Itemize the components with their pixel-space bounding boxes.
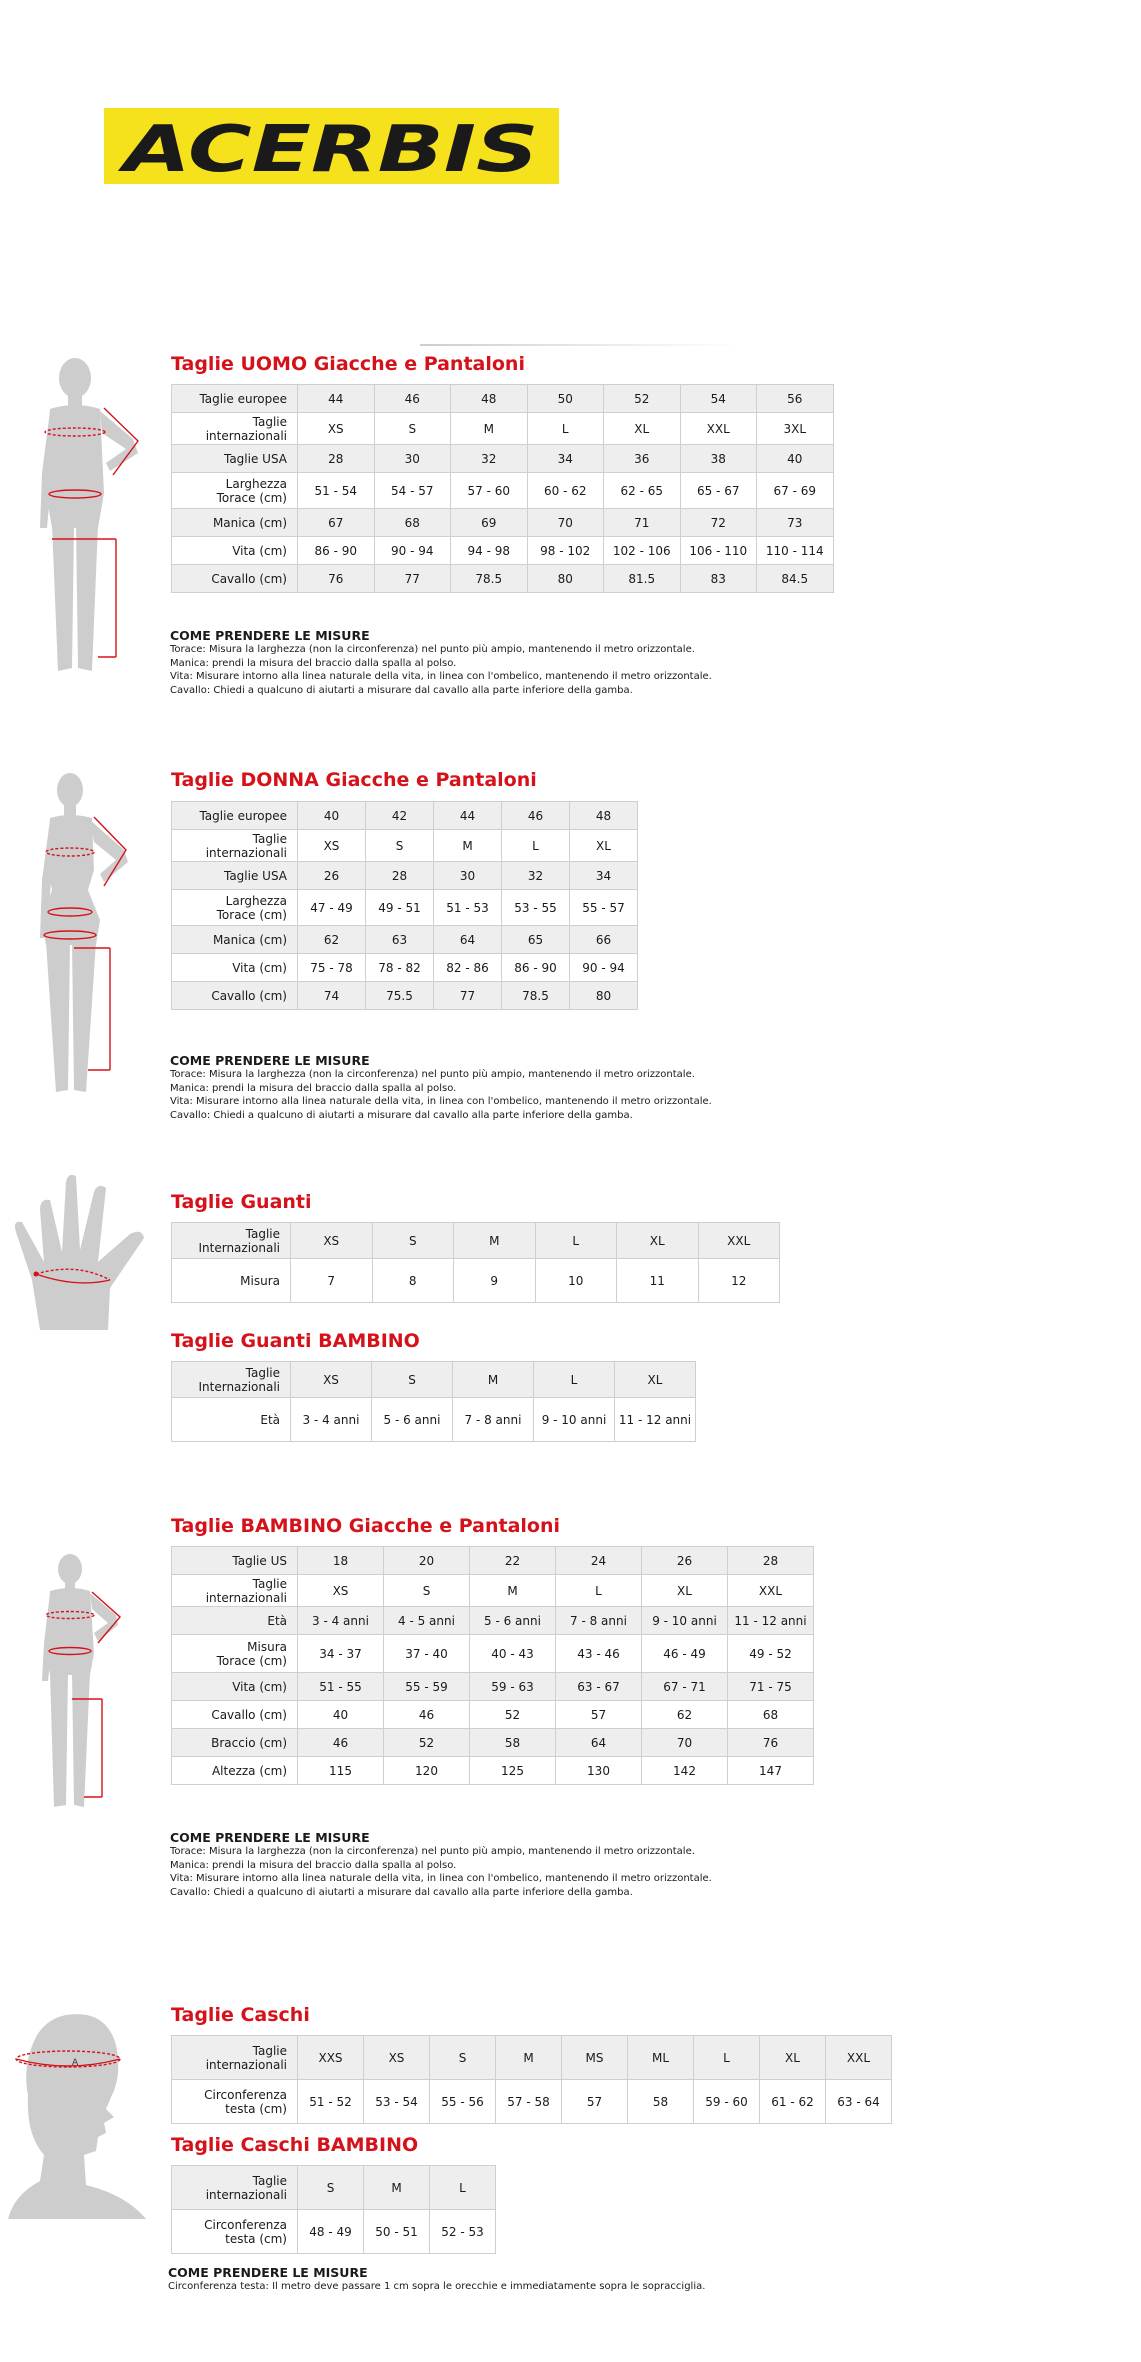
table-cell: 40 [298, 1701, 384, 1729]
table-cell: 40 [298, 802, 366, 830]
table-cell: 58 [628, 2080, 694, 2124]
table-cell: 68 [728, 1701, 814, 1729]
table-cell: XXL [826, 2036, 892, 2080]
table-cell: 52 [384, 1729, 470, 1757]
table-cell: L [535, 1223, 617, 1259]
table-row [172, 1398, 696, 1442]
table-cell: 53 - 54 [364, 2080, 430, 2124]
gloves-size-title: Taglie Guanti [171, 1191, 312, 1213]
table-cell: S [372, 1362, 453, 1398]
table-cell: 51 - 52 [298, 2080, 364, 2124]
helmet-size-table [171, 2035, 892, 2124]
table-cell: XL [642, 1575, 728, 1607]
table-cell: 63 - 64 [826, 2080, 892, 2124]
table-cell: 38 [680, 445, 757, 473]
howto-line: Cavallo: Chiedi a qualcuno di aiutarti a misurare dal cavallo alla parte inferiore della gamba. [170, 1109, 633, 1121]
table-cell: 71 - 75 [728, 1673, 814, 1701]
table-row [172, 982, 638, 1010]
table-cell: XXL [728, 1575, 814, 1607]
table-cell: XS [298, 413, 375, 445]
table-cell: XS [298, 830, 366, 862]
kids-gloves-size-title: Taglie Guanti BAMBINO [171, 1330, 420, 1352]
howto-line: Manica: prendi la misura del braccio dalla spalla al polso. [170, 1082, 457, 1094]
table-cell: 10 [535, 1259, 617, 1303]
table-row [172, 565, 834, 593]
table-cell: 48 [451, 385, 528, 413]
row-label: Taglie USA [172, 445, 298, 473]
kids-helmet-size-table [171, 2165, 496, 2254]
table-cell: 58 [470, 1729, 556, 1757]
table-cell: 48 - 49 [298, 2210, 364, 2254]
table-cell: 3XL [757, 413, 834, 445]
row-label: Misura [172, 1259, 291, 1303]
row-label: Età [172, 1607, 298, 1635]
table-row [172, 954, 638, 982]
table-cell: 7 - 8 anni [556, 1607, 642, 1635]
table-row [172, 2210, 496, 2254]
table-cell: 63 - 67 [556, 1673, 642, 1701]
row-label: Altezza (cm) [172, 1757, 298, 1785]
table-cell: 9 [454, 1259, 536, 1303]
table-cell: 78.5 [451, 565, 528, 593]
table-cell: 11 - 12 anni [728, 1607, 814, 1635]
row-label: Taglie internazionali [172, 1575, 298, 1607]
table-cell: 34 [570, 862, 638, 890]
row-label: Taglie europee [172, 385, 298, 413]
table-cell: 7 [291, 1259, 373, 1303]
table-cell: XL [617, 1223, 699, 1259]
table-cell: S [372, 1223, 454, 1259]
row-label: Vita (cm) [172, 954, 298, 982]
table-cell: 57 - 58 [496, 2080, 562, 2124]
table-cell: 75.5 [366, 982, 434, 1010]
table-cell: 4 - 5 anni [384, 1607, 470, 1635]
table-cell: 26 [298, 862, 366, 890]
table-cell: 22 [470, 1547, 556, 1575]
table-cell: 43 - 46 [556, 1635, 642, 1673]
howto-line: Circonferenza testa: Il metro deve passare 1 cm sopra le orecchie e immediatamente sopra le sopracciglia. [168, 2281, 706, 2292]
helmet-size-title: Taglie Caschi [171, 2004, 310, 2026]
table-cell: 59 - 63 [470, 1673, 556, 1701]
table-cell: 125 [470, 1757, 556, 1785]
table-cell: 42 [366, 802, 434, 830]
table-cell: 46 [298, 1729, 384, 1757]
table-cell: 70 [642, 1729, 728, 1757]
table-cell: 54 [680, 385, 757, 413]
table-row [172, 1701, 814, 1729]
female-body-figure [38, 770, 153, 1100]
table-row [172, 1607, 814, 1635]
howto-heading: COME PRENDERE LE MISURE [170, 628, 370, 643]
table-cell: M [451, 413, 528, 445]
table-row [172, 890, 638, 926]
table-cell: 78.5 [502, 982, 570, 1010]
table-cell: 49 - 51 [366, 890, 434, 926]
table-cell: 64 [434, 926, 502, 954]
table-cell: 9 - 10 anni [642, 1607, 728, 1635]
howto-line: Vita: Misurare intorno alla linea naturale della vita, in linea con l'ombelico, mantenendo il metro orizzontale. [170, 1096, 712, 1107]
table-cell: 90 - 94 [570, 954, 638, 982]
table-cell: 86 - 90 [502, 954, 570, 982]
table-cell: 62 [298, 926, 366, 954]
table-cell: L [556, 1575, 642, 1607]
women-size-table [171, 801, 638, 1010]
kids-helmet-size-title: Taglie Caschi BAMBINO [171, 2134, 419, 2156]
howto-heading: COME PRENDERE LE MISURE [170, 1830, 370, 1845]
table-cell: XS [291, 1223, 373, 1259]
table-cell: 36 [604, 445, 681, 473]
howto-line: Vita: Misurare intorno alla linea naturale della vita, in linea con l'ombelico, mantenendo il metro orizzontale. [170, 1873, 712, 1884]
table-cell: XL [760, 2036, 826, 2080]
table-cell: 37 - 40 [384, 1635, 470, 1673]
table-cell: M [364, 2166, 430, 2210]
table-cell: 66 [570, 926, 638, 954]
row-label: Misura Torace (cm) [172, 1635, 298, 1673]
table-row [172, 1362, 696, 1398]
table-cell: XL [604, 413, 681, 445]
row-label: Taglie internazionali [172, 830, 298, 862]
table-cell: L [527, 413, 604, 445]
table-cell: M [454, 1223, 536, 1259]
howto-line: Torace: Misura la larghezza (non la circonferenza) nel punto più ampio, mantenendo il metro orizzontale. [170, 1069, 695, 1080]
table-cell: 46 [502, 802, 570, 830]
table-cell: 50 [527, 385, 604, 413]
table-cell: 32 [502, 862, 570, 890]
table-cell: 80 [570, 982, 638, 1010]
gloves-size-table [171, 1222, 780, 1303]
table-cell: S [298, 2166, 364, 2210]
table-cell: 44 [434, 802, 502, 830]
table-cell: 34 - 37 [298, 1635, 384, 1673]
table-cell: M [496, 2036, 562, 2080]
row-label: Taglie internazionali [172, 2166, 298, 2210]
table-cell: 106 - 110 [680, 537, 757, 565]
row-label: Taglie internazionali [172, 2036, 298, 2080]
title-divider [420, 344, 740, 346]
table-cell: 130 [556, 1757, 642, 1785]
table-cell: 26 [642, 1547, 728, 1575]
table-cell: 65 [502, 926, 570, 954]
table-cell: 9 - 10 anni [534, 1398, 615, 1442]
table-cell: 46 [374, 385, 451, 413]
table-row [172, 473, 834, 509]
table-cell: 30 [434, 862, 502, 890]
row-label: Larghezza Torace (cm) [172, 473, 298, 509]
table-cell: 20 [384, 1547, 470, 1575]
table-row [172, 1259, 780, 1303]
table-cell: XS [298, 1575, 384, 1607]
table-cell: M [434, 830, 502, 862]
table-cell: 77 [374, 565, 451, 593]
table-cell: 28 [298, 445, 375, 473]
table-cell: 56 [757, 385, 834, 413]
table-cell: 46 [384, 1701, 470, 1729]
table-cell: 75 - 78 [298, 954, 366, 982]
table-cell: 120 [384, 1757, 470, 1785]
women-size-title: Taglie DONNA Giacche e Pantaloni [171, 769, 537, 791]
table-cell: 70 [527, 509, 604, 537]
row-label: Larghezza Torace (cm) [172, 890, 298, 926]
table-row [172, 2166, 496, 2210]
table-cell: 102 - 106 [604, 537, 681, 565]
men-size-table [171, 384, 834, 593]
table-row [172, 537, 834, 565]
table-cell: XS [364, 2036, 430, 2080]
table-cell: 7 - 8 anni [453, 1398, 534, 1442]
row-label: Taglie Internazionali [172, 1223, 291, 1259]
table-row [172, 1673, 814, 1701]
table-cell: 77 [434, 982, 502, 1010]
howto-heading: COME PRENDERE LE MISURE [170, 1053, 370, 1068]
table-cell: 94 - 98 [451, 537, 528, 565]
table-row [172, 445, 834, 473]
table-cell: S [374, 413, 451, 445]
table-cell: 76 [728, 1729, 814, 1757]
row-label: Taglie internazionali [172, 413, 298, 445]
table-cell: 34 [527, 445, 604, 473]
women-measure-instructions [170, 1053, 712, 1122]
table-cell: 71 [604, 509, 681, 537]
table-cell: 78 - 82 [366, 954, 434, 982]
table-cell: XXL [698, 1223, 780, 1259]
child-body-figure [38, 1553, 153, 1813]
table-cell: 52 - 53 [430, 2210, 496, 2254]
table-cell: 68 [374, 509, 451, 537]
table-cell: 40 [757, 445, 834, 473]
table-cell: 84.5 [757, 565, 834, 593]
table-cell: 30 [374, 445, 451, 473]
table-cell: 98 - 102 [527, 537, 604, 565]
acerbis-logo [104, 108, 559, 184]
table-cell: 52 [604, 385, 681, 413]
table-cell: 57 [562, 2080, 628, 2124]
table-row [172, 1223, 780, 1259]
table-cell: 57 - 60 [451, 473, 528, 509]
table-cell: 53 - 55 [502, 890, 570, 926]
howto-heading: COME PRENDERE LE MISURE [168, 2265, 368, 2280]
table-cell: 72 [680, 509, 757, 537]
table-cell: 3 - 4 anni [298, 1607, 384, 1635]
table-cell: 5 - 6 anni [470, 1607, 556, 1635]
table-cell: 76 [298, 565, 375, 593]
table-cell: 55 - 59 [384, 1673, 470, 1701]
howto-line: Manica: prendi la misura del braccio dalla spalla al polso. [170, 657, 457, 669]
table-cell: 11 [617, 1259, 699, 1303]
table-row [172, 413, 834, 445]
male-body-figure [38, 353, 153, 683]
howto-line: Cavallo: Chiedi a qualcuno di aiutarti a misurare dal cavallo alla parte inferiore della gamba. [170, 1886, 633, 1898]
table-cell: 64 [556, 1729, 642, 1757]
table-cell: 18 [298, 1547, 384, 1575]
table-cell: 50 - 51 [364, 2210, 430, 2254]
row-label: Vita (cm) [172, 537, 298, 565]
table-cell: M [470, 1575, 556, 1607]
table-row [172, 509, 834, 537]
table-cell: 32 [451, 445, 528, 473]
table-row [172, 2080, 892, 2124]
row-label: Cavallo (cm) [172, 1701, 298, 1729]
hand-figure [10, 1170, 170, 1340]
row-label: Circonferenza testa (cm) [172, 2080, 298, 2124]
table-cell: 81.5 [604, 565, 681, 593]
row-label: Età [172, 1398, 291, 1442]
table-cell: 147 [728, 1757, 814, 1785]
row-label: Cavallo (cm) [172, 565, 298, 593]
table-cell: 12 [698, 1259, 780, 1303]
table-cell: 59 - 60 [694, 2080, 760, 2124]
table-row [172, 862, 638, 890]
table-cell: 51 - 55 [298, 1673, 384, 1701]
table-cell: 51 - 53 [434, 890, 502, 926]
table-row [172, 2036, 892, 2080]
row-label: Cavallo (cm) [172, 982, 298, 1010]
table-cell: L [694, 2036, 760, 2080]
howto-line: Manica: prendi la misura del braccio dalla spalla al polso. [170, 1859, 457, 1871]
kids-gloves-size-table [171, 1361, 696, 1442]
row-label: Circonferenza testa (cm) [172, 2210, 298, 2254]
row-label: Braccio (cm) [172, 1729, 298, 1757]
men-size-title: Taglie UOMO Giacche e Pantaloni [171, 353, 525, 375]
row-label: Taglie Internazionali [172, 1362, 291, 1398]
table-row [172, 1757, 814, 1785]
table-cell: 55 - 56 [430, 2080, 496, 2124]
brand-wordmark: ACERBIS [116, 113, 539, 184]
table-cell: 62 [642, 1701, 728, 1729]
table-row [172, 1729, 814, 1757]
table-cell: 49 - 52 [728, 1635, 814, 1673]
helmet-measure-instructions [168, 2265, 705, 2294]
table-cell: 54 - 57 [374, 473, 451, 509]
table-cell: 82 - 86 [434, 954, 502, 982]
table-cell: 67 [298, 509, 375, 537]
table-row [172, 926, 638, 954]
howto-line: Cavallo: Chiedi a qualcuno di aiutarti a misurare dal cavallo alla parte inferiore della gamba. [170, 684, 633, 696]
table-cell: 62 - 65 [604, 473, 681, 509]
table-cell: 73 [757, 509, 834, 537]
table-cell: M [453, 1362, 534, 1398]
table-cell: 142 [642, 1757, 728, 1785]
table-cell: 24 [556, 1547, 642, 1575]
table-cell: 11 - 12 anni [615, 1398, 696, 1442]
table-cell: L [534, 1362, 615, 1398]
row-label: Manica (cm) [172, 509, 298, 537]
howto-line: Torace: Misura la larghezza (non la circonferenza) nel punto più ampio, mantenendo il metro orizzontale. [170, 1846, 695, 1857]
table-cell: XL [570, 830, 638, 862]
howto-line: Vita: Misurare intorno alla linea naturale della vita, in linea con l'ombelico, mantenendo il metro orizzontale. [170, 671, 712, 682]
table-cell: 40 - 43 [470, 1635, 556, 1673]
table-cell: S [430, 2036, 496, 2080]
table-row [172, 1575, 814, 1607]
kids-size-table [171, 1546, 814, 1785]
howto-line: Torace: Misura la larghezza (non la circonferenza) nel punto più ampio, mantenendo il metro orizzontale. [170, 644, 695, 655]
table-cell: 57 [556, 1701, 642, 1729]
table-cell: 80 [527, 565, 604, 593]
table-cell: 28 [728, 1547, 814, 1575]
table-cell: 115 [298, 1757, 384, 1785]
table-cell: 69 [451, 509, 528, 537]
table-cell: XXL [680, 413, 757, 445]
table-cell: 61 - 62 [760, 2080, 826, 2124]
table-cell: 83 [680, 565, 757, 593]
table-cell: 63 [366, 926, 434, 954]
row-label: Taglie US [172, 1547, 298, 1575]
table-cell: S [384, 1575, 470, 1607]
table-cell: L [502, 830, 570, 862]
table-cell: 51 - 54 [298, 473, 375, 509]
table-cell: 44 [298, 385, 375, 413]
table-cell: XS [291, 1362, 372, 1398]
table-row [172, 385, 834, 413]
table-cell: 90 - 94 [374, 537, 451, 565]
table-cell: 28 [366, 862, 434, 890]
table-cell: 67 - 69 [757, 473, 834, 509]
table-cell: 46 - 49 [642, 1635, 728, 1673]
table-cell: 48 [570, 802, 638, 830]
row-label: Vita (cm) [172, 1673, 298, 1701]
table-row [172, 830, 638, 862]
table-cell: 47 - 49 [298, 890, 366, 926]
row-label: Manica (cm) [172, 926, 298, 954]
kids-measure-instructions [170, 1830, 712, 1899]
table-row [172, 802, 638, 830]
table-cell: 8 [372, 1259, 454, 1303]
table-cell: 86 - 90 [298, 537, 375, 565]
table-cell: L [430, 2166, 496, 2210]
table-row [172, 1547, 814, 1575]
table-cell: 3 - 4 anni [291, 1398, 372, 1442]
table-cell: 60 - 62 [527, 473, 604, 509]
table-cell: 67 - 71 [642, 1673, 728, 1701]
table-cell: 65 - 67 [680, 473, 757, 509]
men-measure-instructions [170, 628, 712, 697]
kids-size-title: Taglie BAMBINO Giacche e Pantaloni [171, 1515, 561, 1537]
row-label: Taglie europee [172, 802, 298, 830]
table-cell: ML [628, 2036, 694, 2080]
row-label: Taglie USA [172, 862, 298, 890]
table-cell: 74 [298, 982, 366, 1010]
head-figure [6, 2005, 156, 2225]
table-cell: 52 [470, 1701, 556, 1729]
table-row [172, 1635, 814, 1673]
table-cell: 5 - 6 anni [372, 1398, 453, 1442]
table-cell: 55 - 57 [570, 890, 638, 926]
measure-point-a-label: A [72, 2058, 79, 2068]
table-cell: 110 - 114 [757, 537, 834, 565]
table-cell: XXS [298, 2036, 364, 2080]
table-cell: MS [562, 2036, 628, 2080]
table-cell: XL [615, 1362, 696, 1398]
table-cell: S [366, 830, 434, 862]
